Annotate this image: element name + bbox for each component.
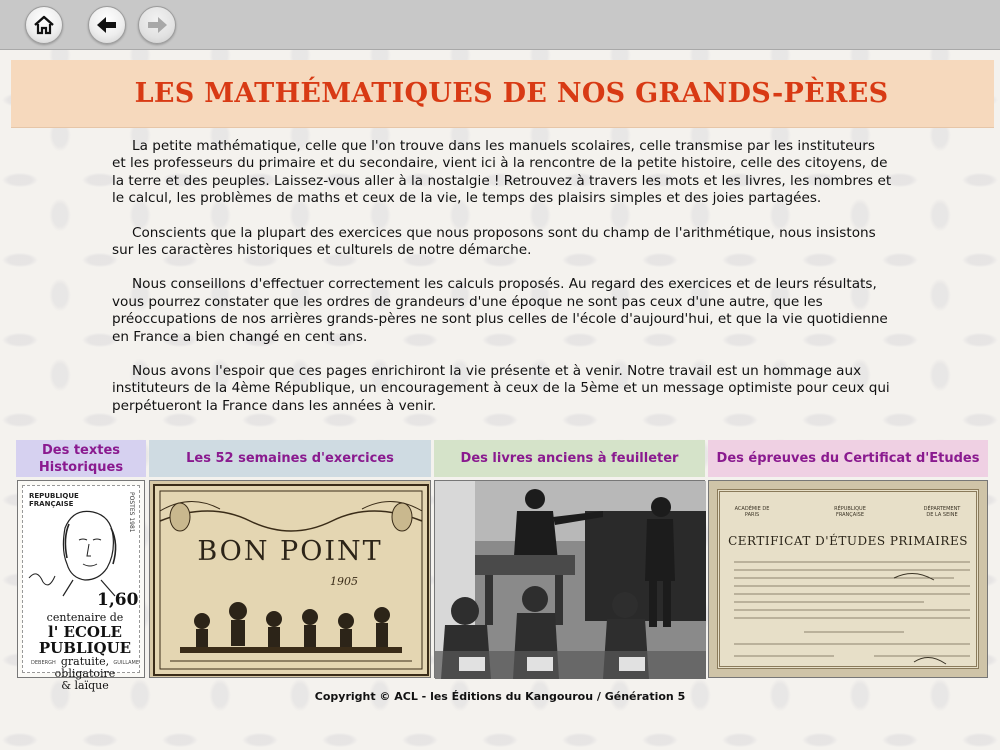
back-arrow-icon bbox=[96, 16, 118, 34]
home-icon bbox=[33, 15, 55, 35]
certificate-document bbox=[717, 489, 979, 669]
cert-header-right: DÉPARTEMENT DE LA SEINE bbox=[923, 506, 961, 518]
bon-point-year: 1905 bbox=[330, 575, 358, 588]
bon-point-title: BON POINT bbox=[197, 536, 383, 567]
bon-point-image-link[interactable] bbox=[149, 480, 431, 678]
classroom-photo-link[interactable] bbox=[434, 480, 705, 678]
certificate-title: CERTIFICAT D'ÉTUDES PRIMAIRES bbox=[728, 534, 968, 548]
stamp-caption-line: gratuite, obligatoire bbox=[54, 655, 116, 680]
certificat-image-link[interactable] bbox=[708, 480, 988, 678]
home-button[interactable] bbox=[25, 6, 63, 44]
classroom-photo bbox=[435, 481, 706, 679]
tab-livres-anciens[interactable]: Des livres anciens à feuilleter bbox=[434, 440, 705, 477]
stamp-caption-line: & laïque bbox=[61, 679, 109, 692]
certificate-text-lines bbox=[724, 554, 980, 674]
portrait-engraving-icon bbox=[23, 498, 143, 598]
cert-header-left: ACADÉMIE DE PARIS bbox=[734, 506, 770, 518]
stamp-price: 1,60 bbox=[97, 590, 139, 610]
stamp-caption-line: l' ECOLE bbox=[48, 623, 122, 641]
cert-header-center: RÉPUBLIQUE FRANÇAISE bbox=[834, 506, 866, 518]
tab-52-semaines[interactable]: Les 52 semaines d'exercices bbox=[149, 440, 431, 477]
stamp-credit: GUILLAME bbox=[113, 660, 139, 666]
stamp-credits bbox=[31, 660, 139, 666]
forward-arrow-icon bbox=[146, 16, 168, 34]
title-banner bbox=[11, 60, 994, 128]
intro-text bbox=[112, 138, 892, 432]
top-toolbar bbox=[0, 0, 1000, 50]
tab-textes-historiques[interactable]: Des textes Historiques bbox=[16, 440, 146, 477]
intro-paragraph: Nous avons l'espoir que ces pages enrichiront la vie présente et à venir. Notre travail est un hommage aux instituteurs de la 4ème République, un encouragement à ceux de la 5ème et un message optimiste pour ceux qui perpétueront la France dans les années à venir. bbox=[112, 363, 890, 414]
stamp-issue: POSTES 1981 bbox=[128, 492, 135, 533]
stamp-caption-line: centenaire de bbox=[46, 611, 124, 624]
stamp-credit: DEBERGH bbox=[31, 660, 56, 666]
stamp-caption-line: PUBLIQUE bbox=[38, 639, 132, 657]
postage-stamp bbox=[22, 485, 140, 692]
copyright-footer: Copyright © ACL - les Éditions du Kangourou / Génération 5 bbox=[314, 690, 686, 703]
intro-paragraph: Nous conseillons d'effectuer correctement les calculs proposés. Au regard des exercices et de leurs résultats, vous pourrez constater que les ordres de grandeurs d'une époque ne sont pas ceux d'une autre, que les préoccupations de nos arrières grands-pères ne sont plus celles de l'école d'aujourd'hui, et que la vie quotidienne en France a bien changé en cent ans. bbox=[112, 276, 888, 345]
intro-paragraph: Conscients que la plupart des exercices que nous proposons sont du champ de l'arithmétique, nous insistons sur les caractères historiques et culturels de notre démarche. bbox=[112, 224, 876, 259]
stamp-caption bbox=[33, 612, 137, 692]
stamp-image-link[interactable] bbox=[17, 480, 145, 692]
forward-button[interactable] bbox=[138, 6, 176, 44]
page-title: LES MATHÉMATIQUES DE NOS GRANDS-PÈRES bbox=[134, 78, 889, 109]
intro-paragraph: La petite mathématique, celle que l'on trouve dans les manuels scolaires, celle transmise par les instituteurs et les professeurs du primaire et du secondaire, vient ici à la rencontre de la petite histoire, celle des citoyens, de la terre et des peuples. Laissez-vous aller à la nostalgie ! Retrouvez à travers les mots et les livres, les nombres et le calcul, les problèmes de maths et ceux de la vie, le temps des plaisirs simples et des joies partagées. bbox=[112, 138, 892, 207]
tab-certificat-etudes[interactable]: Des épreuves du Certificat d'Etudes bbox=[708, 440, 988, 477]
bon-point-illustration bbox=[150, 481, 432, 679]
stamp-country: REPUBLIQUE FRANÇAISE bbox=[29, 492, 79, 508]
back-button[interactable] bbox=[88, 6, 126, 44]
